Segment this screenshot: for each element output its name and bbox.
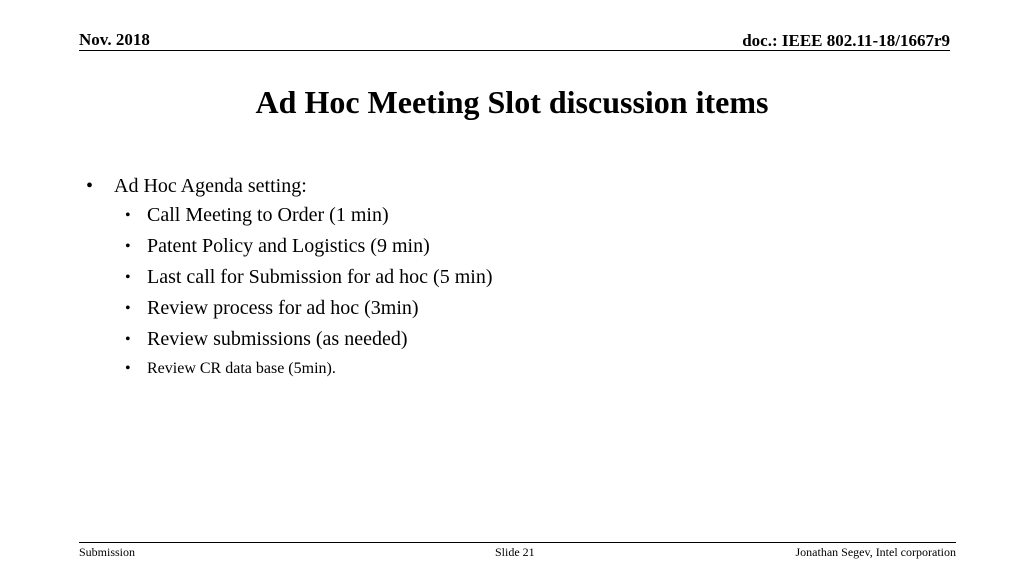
bullet-text: Review process for ad hoc (3min)	[147, 297, 419, 319]
bullet-icon: •	[125, 300, 131, 317]
header-date: Nov. 2018	[79, 30, 150, 49]
bullet-icon: •	[86, 175, 94, 197]
header-doc-id: doc.: IEEE 802.11-18/1667r9	[742, 31, 950, 50]
bullet-text: Call Meeting to Order (1 min)	[147, 204, 389, 226]
bullet-item-patent-policy	[86, 231, 493, 262]
footer-slide-number: Slide 21	[495, 545, 535, 559]
bullet-item-last-call	[86, 262, 493, 293]
bullet-icon: •	[125, 269, 131, 286]
bullet-item-call-to-order	[86, 200, 493, 231]
slide-title: Ad Hoc Meeting Slot discussion items	[255, 84, 769, 120]
footer-author: Jonathan Segev, Intel corporation	[795, 545, 956, 559]
bullet-text: Ad Hoc Agenda setting:	[114, 175, 307, 197]
header-divider	[79, 50, 950, 51]
footer-divider	[79, 542, 956, 543]
bullet-icon: •	[125, 238, 131, 255]
bullet-icon: •	[125, 331, 131, 348]
bullet-item-agenda	[86, 172, 493, 200]
bullet-text: Review submissions (as needed)	[147, 328, 408, 350]
bullet-text: Review CR data base (5min).	[147, 360, 336, 377]
footer-submission: Submission	[79, 545, 136, 559]
bullet-text: Last call for Submission for ad hoc (5 min)	[147, 266, 493, 288]
bullet-item-review-process	[86, 293, 493, 324]
bullet-icon: •	[125, 360, 131, 377]
bullet-item-review-submissions	[86, 324, 493, 355]
bullet-item-review-cr-database	[86, 355, 493, 383]
bullet-icon: •	[125, 207, 131, 224]
bullet-text: Patent Policy and Logistics (9 min)	[147, 235, 430, 257]
bullet-list	[86, 172, 493, 383]
